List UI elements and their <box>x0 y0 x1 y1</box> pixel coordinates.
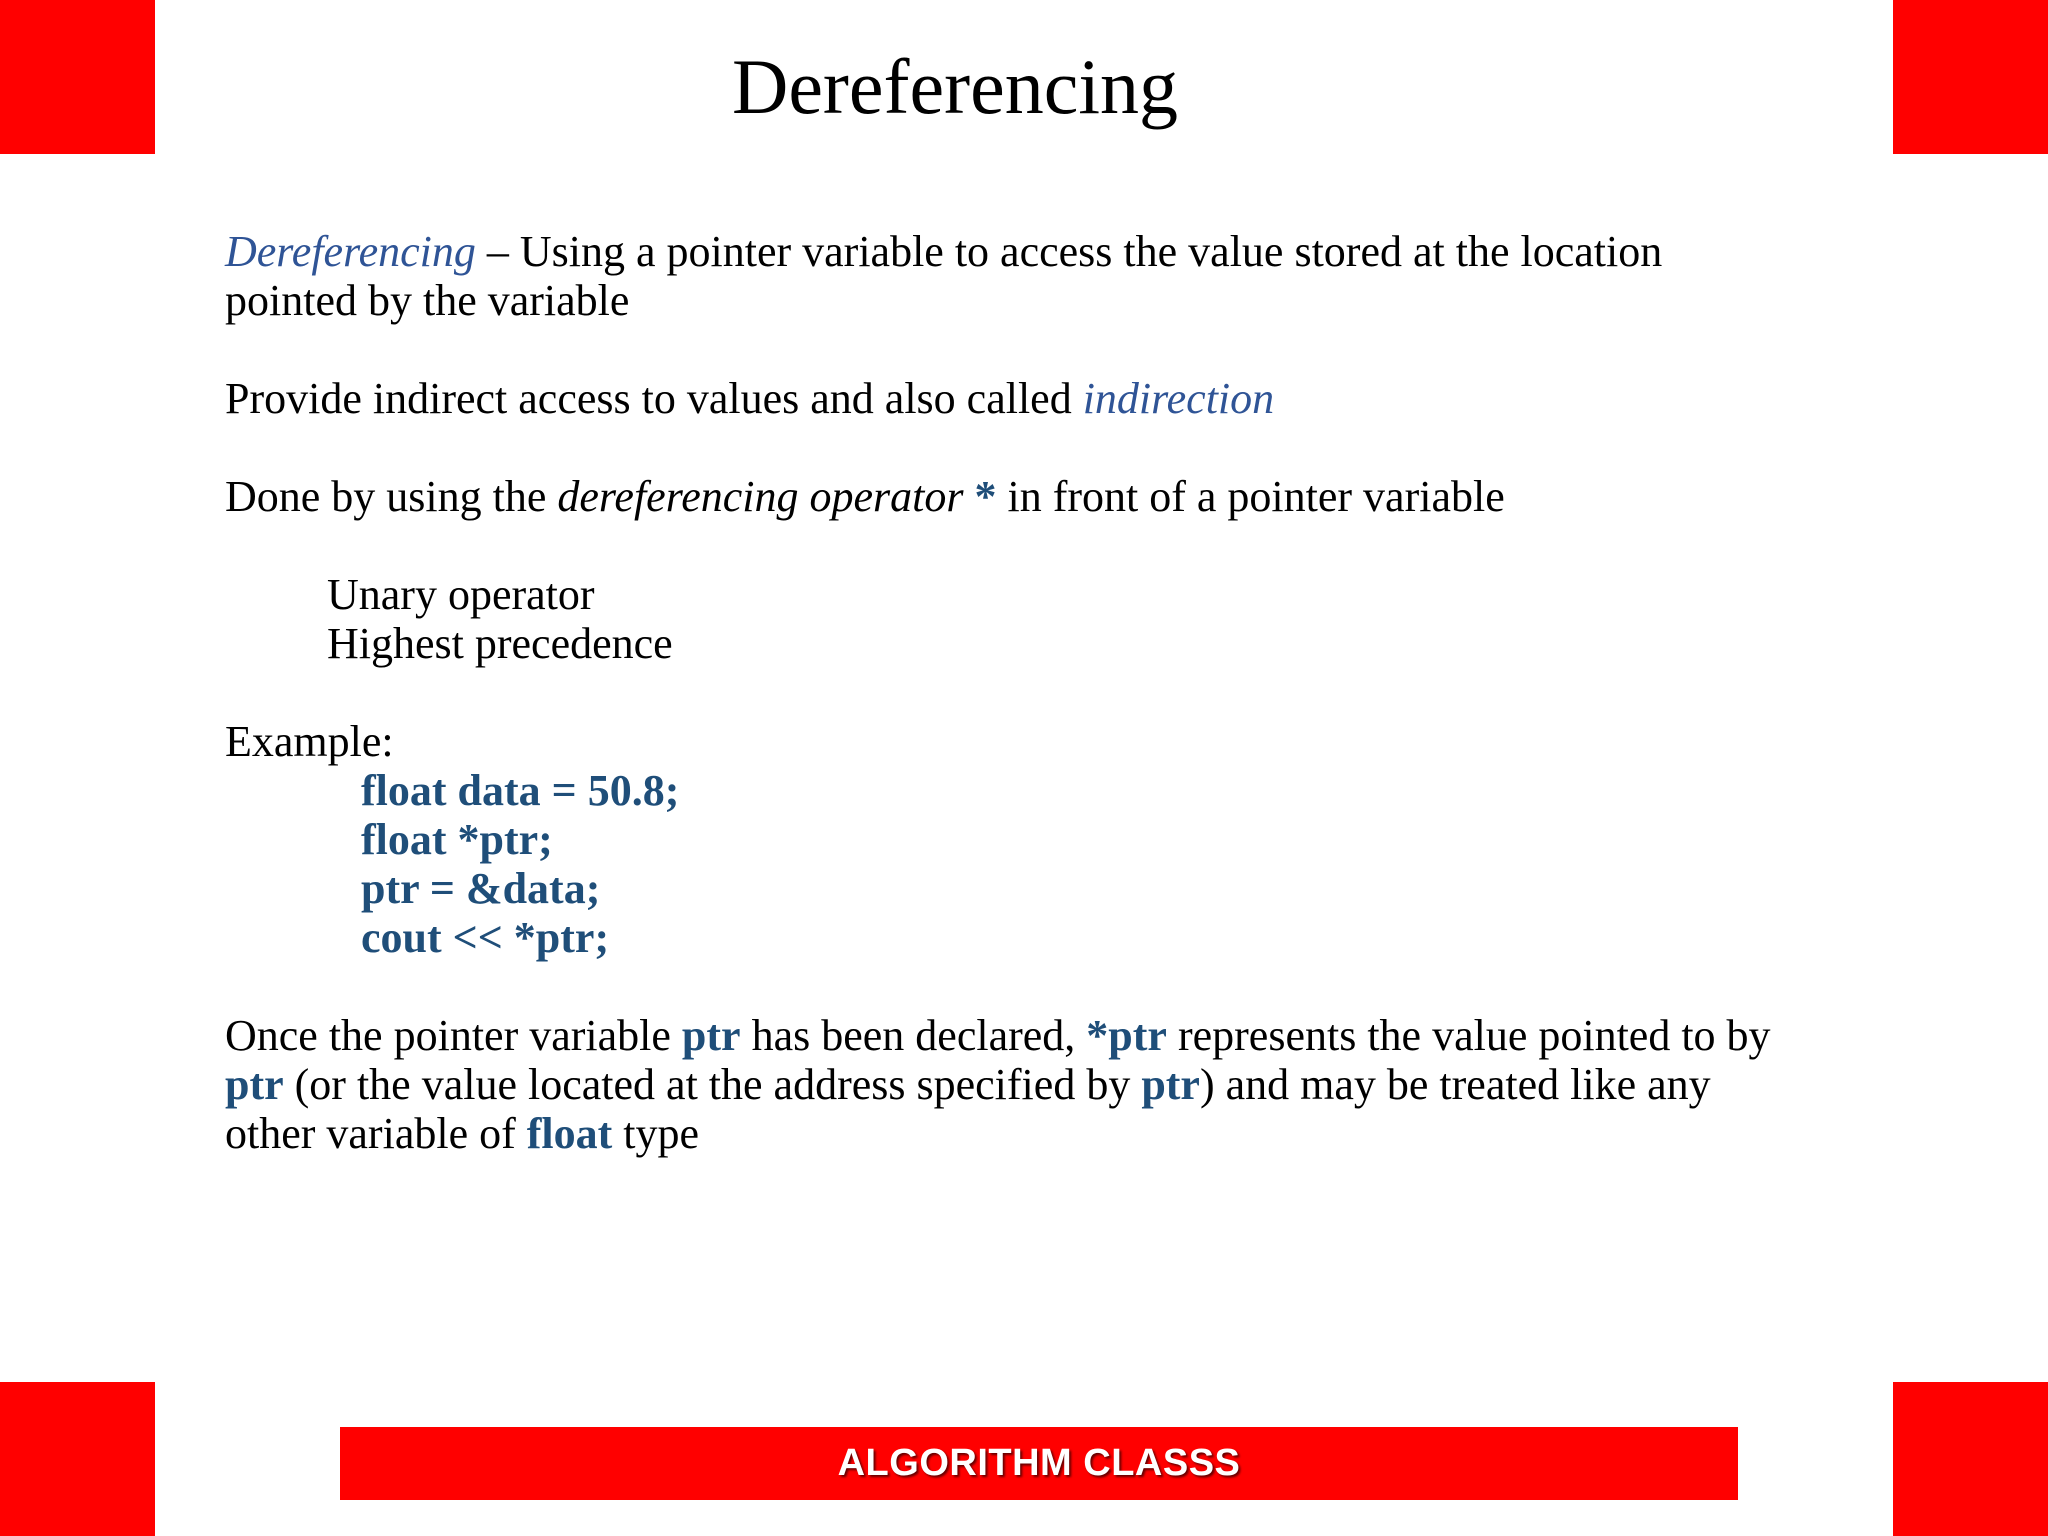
explanation-line-1: Once the pointer variable ptr has been declared, *ptr represents the value pointed to by <box>225 1011 1771 1060</box>
slide-title: Dereferencing <box>731 43 1179 130</box>
code-line: float *ptr; <box>361 815 553 864</box>
ptr-keyword: ptr <box>681 1011 741 1060</box>
definition-line-2: pointed by the variable <box>225 276 630 325</box>
footer-banner <box>340 1427 1738 1500</box>
ptr-keyword: ptr <box>225 1060 284 1109</box>
definition-text: – Using a pointer variable to access the value stored at the location <box>475 227 1663 276</box>
definition-line-1 <box>225 227 1865 276</box>
ptr-keyword: ptr <box>1141 1060 1200 1109</box>
operator-symbol: * <box>974 472 997 521</box>
float-keyword: float <box>526 1109 613 1158</box>
explanation-line-3: other variable of float type <box>225 1109 700 1158</box>
explanation-line-2: ptr (or the value located at the address specified by ptr) and may be treated like any <box>225 1060 1711 1109</box>
example-label: Example: <box>225 717 394 766</box>
operator-term: dereferencing operator <box>557 472 964 521</box>
code-line: float data = 50.8; <box>361 766 680 815</box>
operator-line: Done by using the dereferencing operator * in front of a pointer variable <box>225 472 1505 521</box>
property-item: Unary operator <box>327 570 595 619</box>
indirection-line: Provide indirect access to values and also called indirection <box>225 374 1275 423</box>
definition-term: Dereferencing <box>225 227 476 276</box>
code-line: cout << *ptr; <box>361 913 610 962</box>
corner-decoration-bottom-right <box>1893 1382 2048 1536</box>
footer-text: ALGORITHM CLASSS <box>837 1442 1241 1484</box>
code-line: ptr = &data; <box>361 864 601 913</box>
star-ptr-keyword: *ptr <box>1086 1011 1167 1060</box>
corner-decoration-top-right <box>1893 0 2048 154</box>
corner-decoration-bottom-left <box>0 1382 155 1536</box>
indirection-term: indirection <box>1082 374 1275 423</box>
slide-content <box>225 227 1865 1158</box>
property-item: Highest precedence <box>327 619 673 668</box>
